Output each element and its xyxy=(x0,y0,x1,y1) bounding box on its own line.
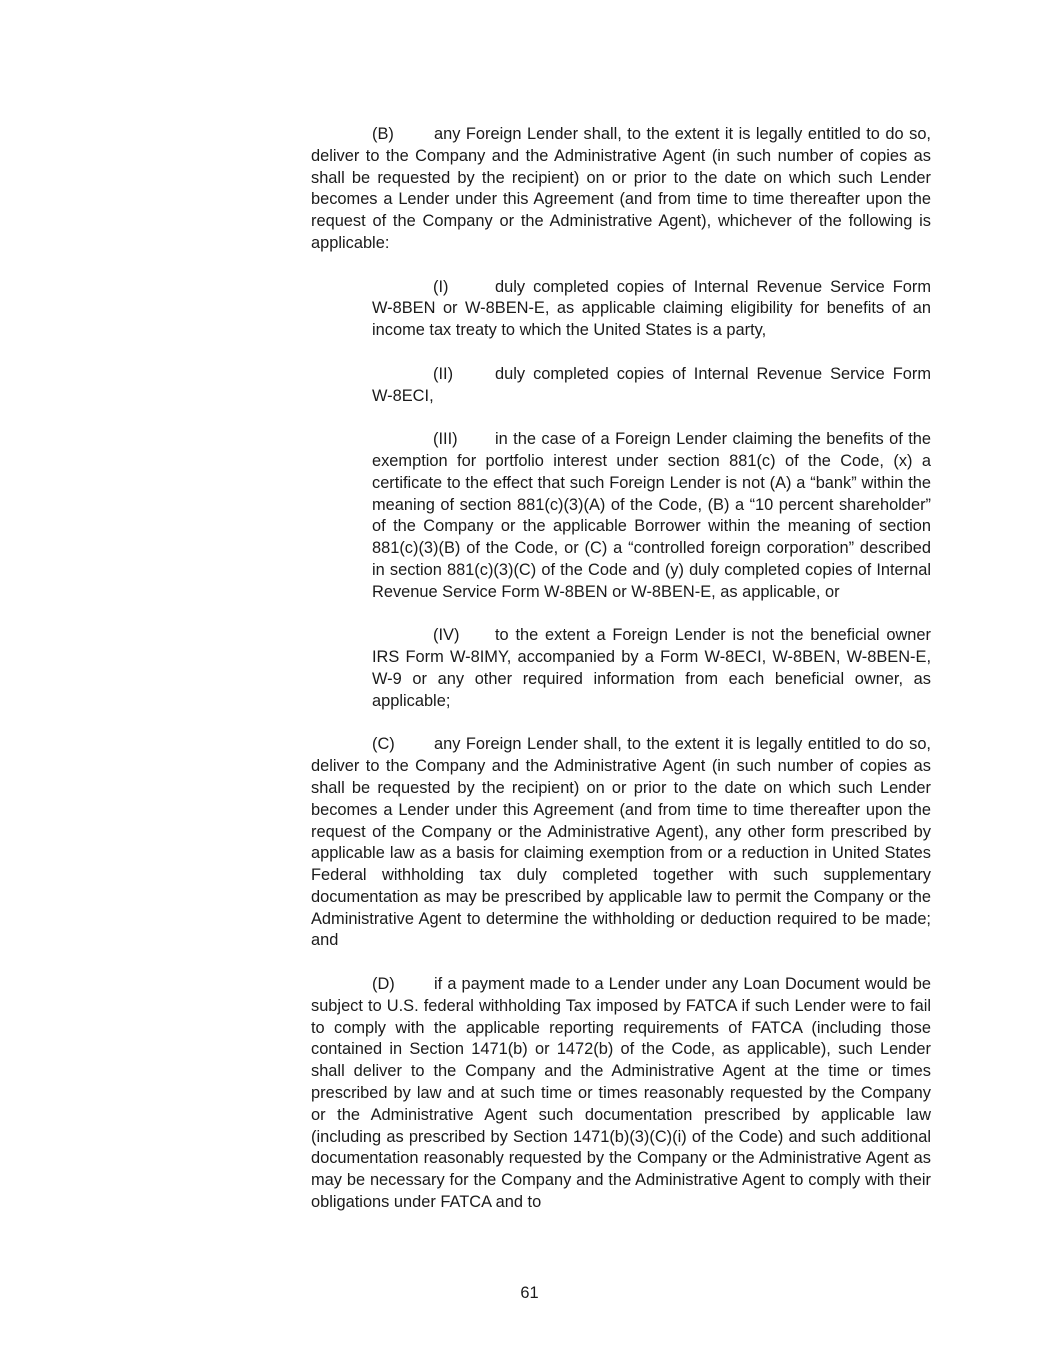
paragraph-text: in the case of a Foreign Lender claiming the benefits of the exemption for portfolio interest under section 881(c) of the Code, (x) a certificate to the effect that such Foreign Lender is not (A) a “bank” within the meaning of section 881(c)(3)(A) of the Code, (B) a “10 percent shareholder” of the Company or the applicable Borrower within the meaning of section 881(c)(3)(B) of the Code, or (C) a “controlled foreign corporation” described in section 881(c)(3)(C) of the Code and (y) duly completed copies of Internal Revenue Service Form W-8BEN or W-8BEN-E, as applicable, or xyxy=(372,430,931,601)
paragraph-text: any Foreign Lender shall, to the extent it is legally entitled to do so, deliver to the Company and the Administrative Agent (in such number of copies as shall be requested by the recipient) on or prior to the date on which such Lender becomes a Lender under this Agreement (and from time to time thereafter upon the request of the Company or the Administrative Agent), whichever of the following is applicable: xyxy=(311,125,931,252)
paragraph-text: any Foreign Lender shall, to the extent it is legally entitled to do so, deliver to the Company and the Administrative Agent (in such number of copies as shall be requested by the recipient) on or prior to the date on which such Lender becomes a Lender under this Agreement (and from time to time thereafter upon the request of the Company or the Administrative Agent), any other form prescribed by applicable law as a basis for claiming exemption from or a reduction in United States Federal withholding tax duly completed together with such supplementary documentation as may be prescribed by applicable law to permit the Company or the Administrative Agent to determine the withholding or deduction required to be made; and xyxy=(311,735,931,950)
paragraph-iv xyxy=(372,625,931,712)
paragraph-text: duly completed copies of Internal Revenue Service Form W-8BEN or W-8BEN-E, as applicable claiming eligibility for benefits of an income tax treaty to which the United States is a party, xyxy=(372,277,931,340)
paragraph-label: (B) xyxy=(372,125,394,143)
paragraph-iii xyxy=(372,429,931,603)
paragraph-text: if a payment made to a Lender under any Loan Document would be subject to U.S. federal withholding Tax imposed by FATCA if such Lender were to fail to comply with the applicable reporting requirements of FATCA (including those contained in Section 1471(b) or 1472(b) of the Code, as applicable), such Lender shall deliver to the Company and the Administrative Agent at the time or times prescribed by law and at such time or times reasonably requested by the Company or the Administrative Agent such documentation prescribed by applicable law (including as prescribed by Section 1471(b)(3)(C)(i) of the Code) and such additional documentation reasonably requested by the Company or the Administrative Agent as may be necessary for the Company and the Administrative Agent to comply with their obligations under FATCA and to xyxy=(311,975,931,1212)
paragraph-text: to the extent a Foreign Lender is not the beneficial owner IRS Form W-8IMY, accompanied by a Form W-8ECI, W-8BEN, W-8BEN-E, W-9 or any other required information from each beneficial owner, as applicable; xyxy=(372,626,931,710)
paragraph-label: (I) xyxy=(433,277,449,296)
paragraph-ii xyxy=(372,364,931,408)
paragraph-text: duly completed copies of Internal Revenue Service Form W-8ECI, xyxy=(372,364,931,405)
paragraph-label: (IV) xyxy=(433,626,460,645)
paragraph-b xyxy=(311,124,931,255)
paragraph-label: (C) xyxy=(372,735,395,754)
paragraph-label: (III) xyxy=(433,430,458,449)
paragraph-label: (D) xyxy=(372,975,395,994)
document-page xyxy=(311,124,931,1236)
paragraph-d xyxy=(311,974,931,1214)
page-number: 61 xyxy=(520,1284,539,1302)
paragraph-c xyxy=(311,734,931,952)
paragraph-label: (II) xyxy=(433,364,454,383)
paragraph-i xyxy=(372,277,931,342)
